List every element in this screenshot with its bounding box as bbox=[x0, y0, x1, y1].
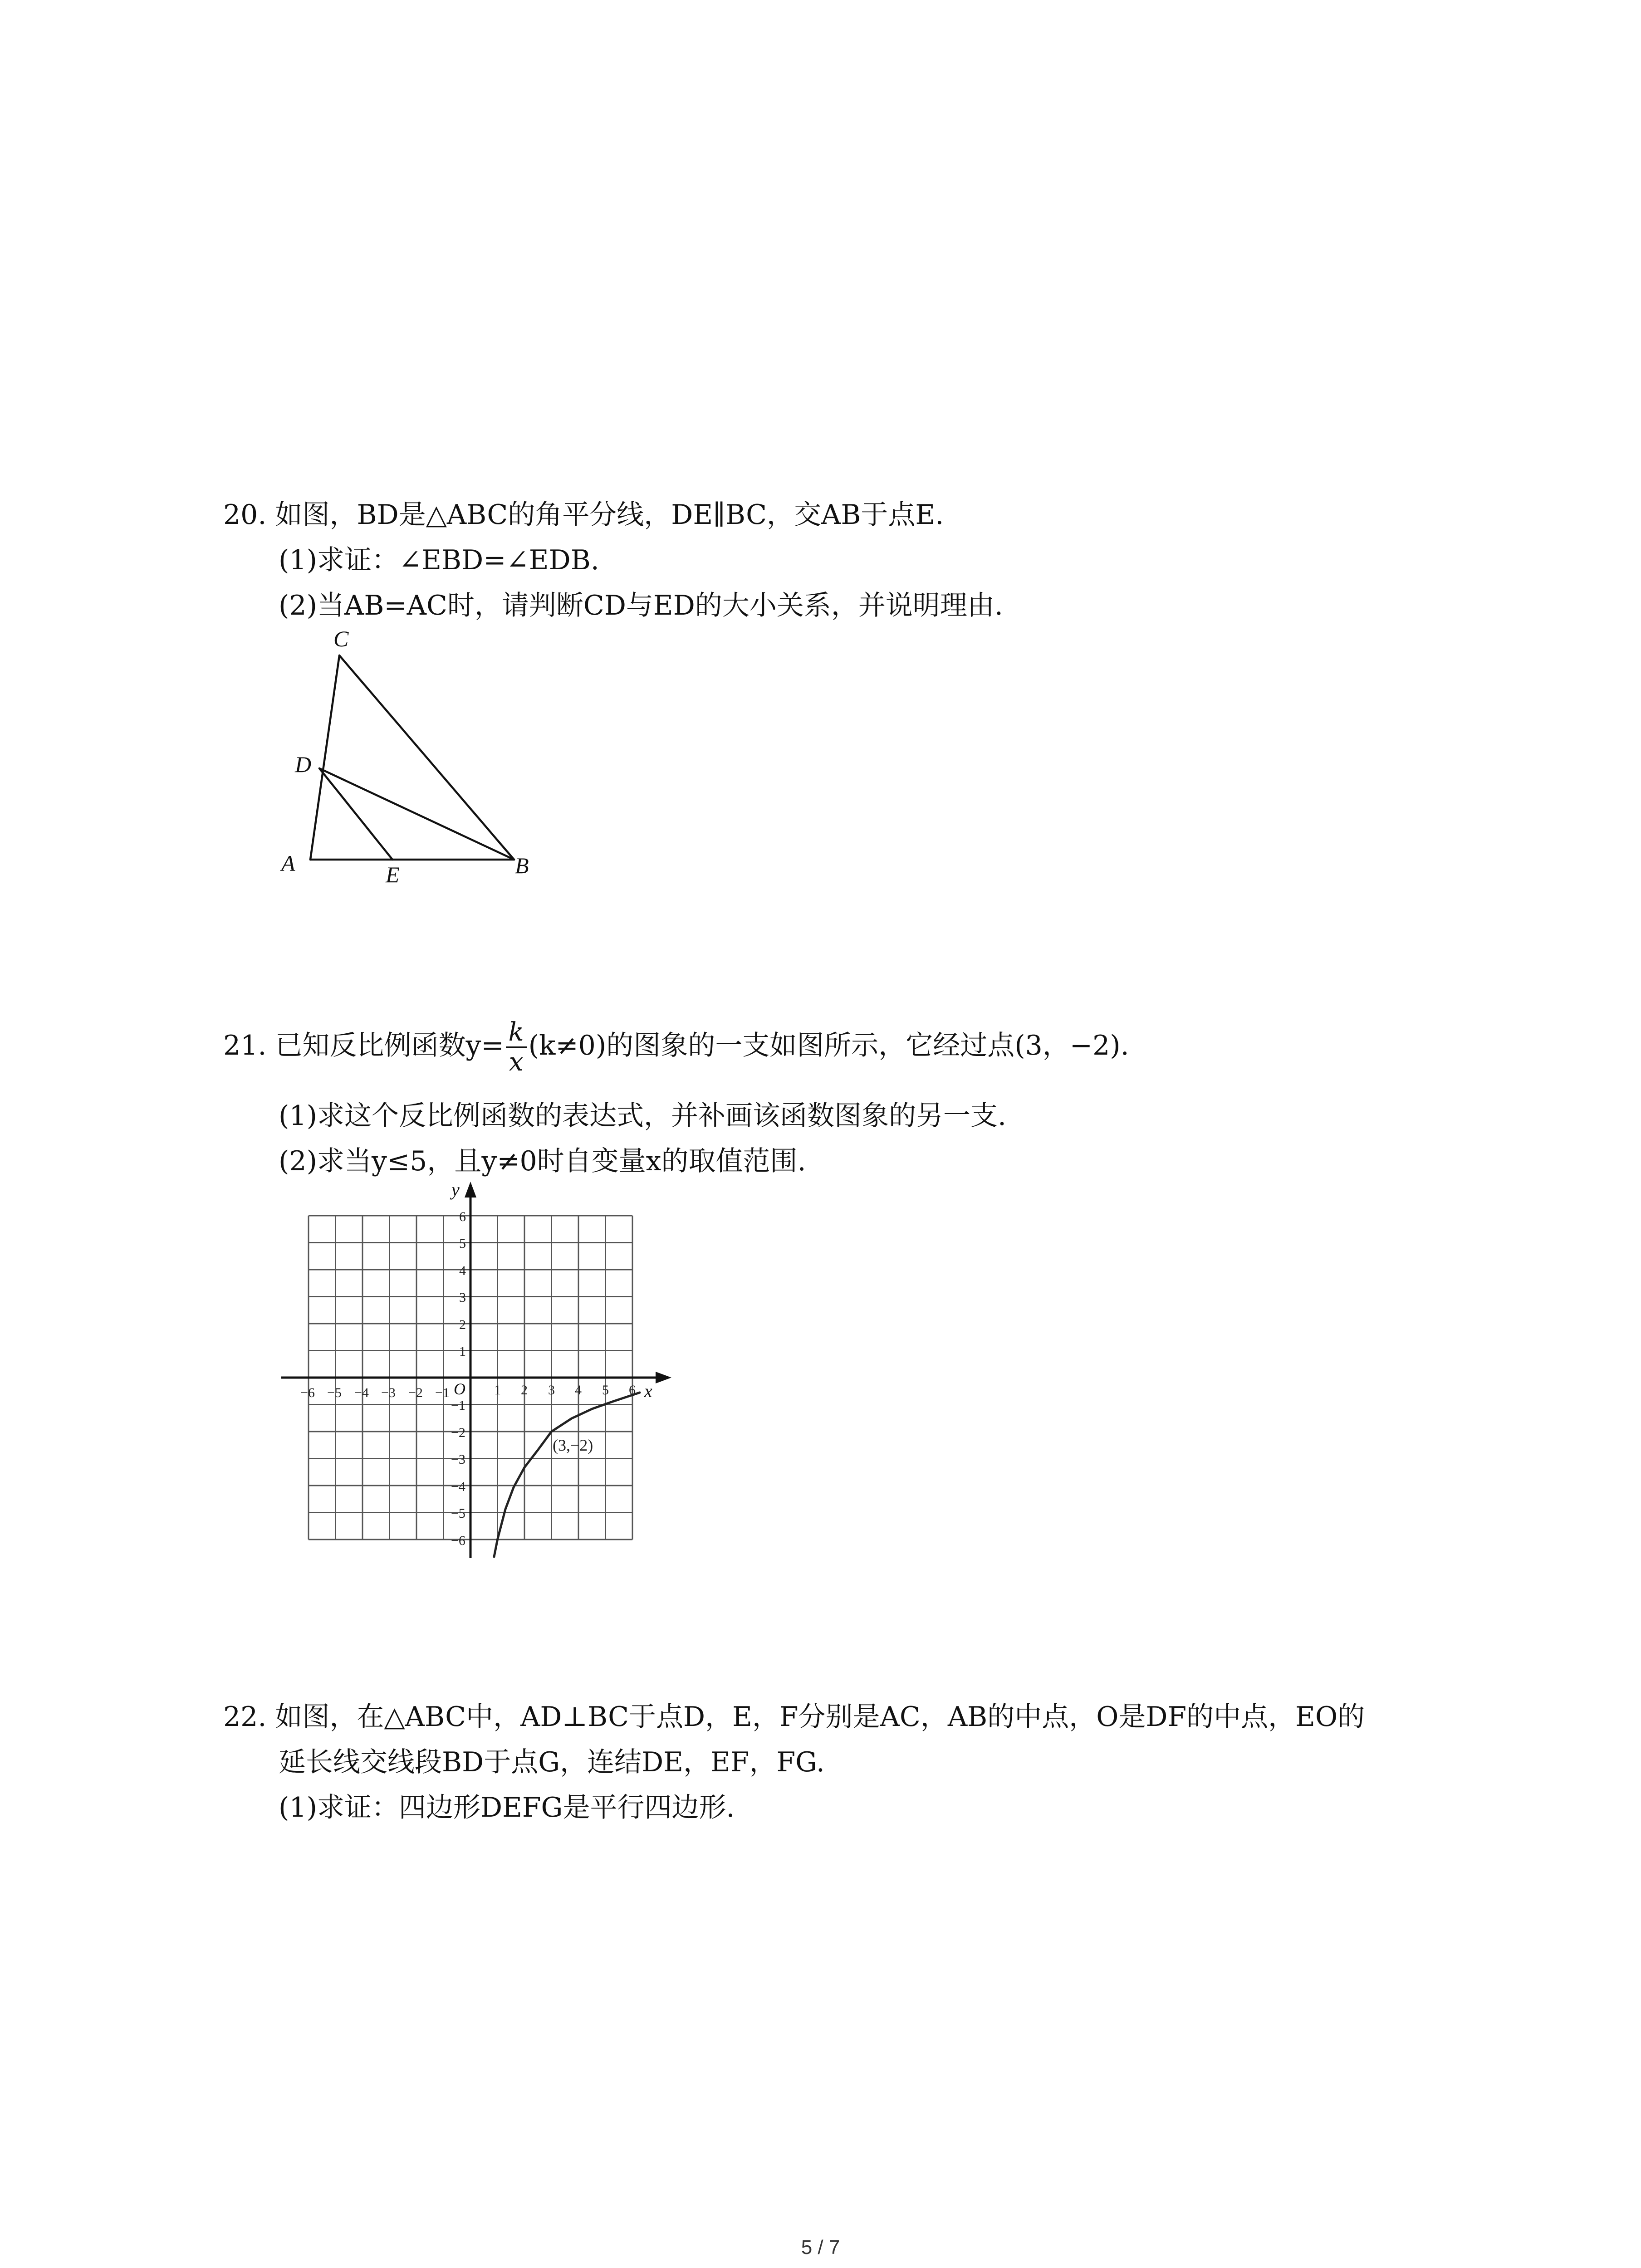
y-tick: 3 bbox=[459, 1290, 466, 1305]
x-ticks-negative bbox=[300, 1385, 450, 1400]
segment-db bbox=[319, 768, 514, 860]
x-axis-label: x bbox=[644, 1381, 652, 1401]
x-tick: −1 bbox=[435, 1385, 450, 1400]
x-tick: −5 bbox=[327, 1385, 342, 1400]
y-axis-arrow-icon bbox=[465, 1182, 476, 1198]
q22-stem-line1: 22. 如图，在△ABC中，AD⊥BC于点D，E，F分别是AC，AB的中点，O是DF的中点，EO的 bbox=[223, 1701, 1365, 1733]
x-tick: 3 bbox=[548, 1383, 555, 1398]
page-number: 5 / 7 bbox=[801, 2236, 840, 2258]
q20-stem: 20. 如图，BD是△ABC的角平分线，DE∥BC，交AB于点E. bbox=[223, 499, 944, 531]
x-tick: −6 bbox=[300, 1385, 315, 1400]
y-tick: 6 bbox=[459, 1209, 466, 1224]
x-tick: 5 bbox=[602, 1383, 609, 1398]
x-tick: 1 bbox=[494, 1383, 501, 1398]
y-tick: −4 bbox=[451, 1479, 465, 1494]
label-c: C bbox=[333, 626, 349, 651]
x-tick: 4 bbox=[575, 1383, 582, 1398]
label-b: B bbox=[515, 853, 529, 878]
fraction-numerator: k bbox=[506, 1018, 527, 1048]
fraction-k-over-x bbox=[506, 1018, 527, 1076]
y-tick: 4 bbox=[459, 1263, 466, 1278]
q20-part1: (1)求证：∠EBD=∠EDB. bbox=[279, 544, 599, 576]
hyperbola-branch bbox=[494, 1393, 640, 1557]
segment-de bbox=[319, 768, 392, 860]
origin-label: O bbox=[454, 1380, 465, 1398]
fraction-denominator: x bbox=[509, 1047, 524, 1077]
y-tick: −2 bbox=[451, 1425, 465, 1440]
q22-stem-line2: 延长线交线段BD于点G，连结DE，EF，FG. bbox=[279, 1746, 825, 1778]
x-tick: 6 bbox=[629, 1383, 636, 1398]
y-tick: −6 bbox=[451, 1533, 465, 1548]
y-tick: 5 bbox=[459, 1236, 466, 1251]
q21-coordinate-graph bbox=[272, 1179, 681, 1569]
y-tick: −3 bbox=[451, 1452, 465, 1467]
y-axis-label: y bbox=[451, 1179, 460, 1200]
y-tick: 2 bbox=[459, 1317, 466, 1332]
q21-stem bbox=[223, 1016, 1129, 1076]
q20-triangle-figure bbox=[272, 626, 554, 898]
x-tick: −4 bbox=[354, 1385, 369, 1400]
q20-part2: (2)当AB=AC时，请判断CD与ED的大小关系，并说明理由. bbox=[279, 590, 1003, 621]
q21-part1: (1)求这个反比例函数的表达式，并补画该函数图象的另一支. bbox=[279, 1100, 1007, 1132]
label-d: D bbox=[295, 752, 312, 777]
q21-part2: (2)求当y≤5，且y≠0时自变量x的取值范围. bbox=[279, 1145, 806, 1177]
x-axis-arrow-icon bbox=[656, 1372, 671, 1383]
x-tick: 2 bbox=[521, 1383, 528, 1398]
label-a: A bbox=[281, 850, 295, 876]
y-tick: 1 bbox=[459, 1344, 466, 1359]
q21-stem-prefix: 21. 已知反比例函数y= bbox=[223, 1030, 504, 1061]
point-label: (3,−2) bbox=[553, 1436, 593, 1454]
q21-stem-suffix: (k≠0)的图象的一支如图所示，它经过点(3，−2). bbox=[528, 1030, 1129, 1061]
x-ticks-positive bbox=[494, 1383, 636, 1398]
y-ticks-positive bbox=[459, 1209, 466, 1359]
y-ticks-negative bbox=[451, 1398, 465, 1548]
segment-ca bbox=[310, 655, 339, 860]
x-tick: −2 bbox=[408, 1385, 423, 1400]
q22-part1: (1)求证：四边形DEFG是平行四边形. bbox=[279, 1792, 735, 1823]
label-e: E bbox=[386, 862, 400, 887]
y-tick: −1 bbox=[451, 1398, 465, 1413]
x-tick: −3 bbox=[381, 1385, 396, 1400]
segment-cb bbox=[339, 655, 514, 860]
y-tick: −5 bbox=[451, 1506, 465, 1521]
